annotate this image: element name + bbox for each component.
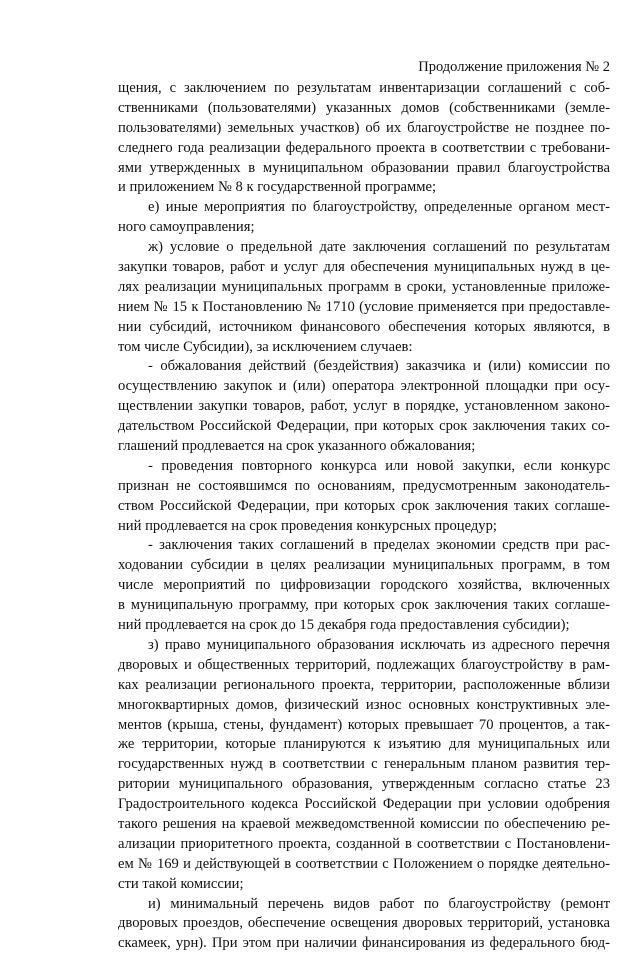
text-line: и приложением № 8 к государственной программе;: [118, 179, 437, 196]
text-line: ществлении закупки товаров, работ, услуг в порядке, установленном законо-: [118, 398, 610, 415]
text-line: государственных нужд в соответствии с генеральным планом развития тер-: [118, 756, 610, 773]
text-line: - заключения таких соглашений в пределах экономии средств при рас-: [148, 537, 610, 554]
text-line: же территории, которые планируются к изъятию для муниципальных или: [118, 736, 610, 753]
text-line: лях реализации муниципальных программ в сроки, установленные приложе-: [118, 278, 610, 295]
text-line: и) минимальный перечень видов работ по благоустройству (ремонт: [148, 895, 610, 912]
text-line: нием № 15 к Постановлению № 1710 (условие применяется при предоставле-: [118, 298, 610, 315]
document-body: [118, 79, 610, 954]
text-line: ках реализации регионального проекта, территории, расположенные вблизи: [118, 676, 610, 693]
text-line: ализации приоритетного проекта, созданной в соответствии с Постановлени-: [118, 835, 610, 852]
text-line: глашений продлевается на срок указанного обжалования;: [118, 438, 476, 455]
text-line: ственниками (пользователями) указанных домов (собственниками (земле-: [118, 99, 610, 116]
text-line: ходовании субсидии в целях реализации муниципальных программ, в том: [118, 557, 610, 574]
text-line: пользователями) земельных участков) об их благоустройстве не позднее по-: [118, 119, 610, 136]
text-line: признан не состоявшимся по основаниям, предусмотренным законодатель-: [118, 477, 610, 494]
text-line: дательством Российской Федерации, при которых срок заключения таких со-: [118, 418, 610, 435]
text-line: ями утвержденных в муниципальном образовании правил благоустройства: [118, 159, 610, 176]
text-line: в муниципальную программу, при которых срок заключения таких соглаше-: [118, 597, 610, 614]
text-line: многоквартирных домов, физический износ основных конструктивных эле-: [118, 696, 610, 713]
text-line: ритории муниципального образования, утвержденным согласно статье 23: [118, 776, 610, 793]
text-line: скамеек, урн). При этом при наличии финансирования из федерального бюд-: [118, 935, 610, 952]
text-line: том числе Субсидии), за исключением случаев:: [118, 338, 413, 355]
text-line: з) право муниципального образования исключать из адресного перечня: [148, 636, 610, 653]
text-line: ством Российской Федерации, при которых срок заключения таких соглаше-: [118, 497, 610, 514]
text-line: такого решения на краевой межведомственной комиссии по обеспечению ре-: [118, 815, 610, 832]
text-line: нии субсидий, источником финансового обеспечения которых являются, в: [118, 318, 610, 335]
text-line: числе мероприятий по цифровизации городского хозяйства, включенных: [118, 577, 610, 594]
text-line: ж) условие о предельной дате заключения соглашений по результатам: [148, 239, 610, 256]
text-line: Градостроительного кодекса Российской Федерации при условии одобрения: [118, 796, 610, 813]
text-line: ного самоуправления;: [118, 219, 255, 236]
text-line: щения, с заключением по результатам инвентаризации соглашений с соб-: [118, 80, 610, 96]
text-line: е) иные мероприятия по благоустройству, определенные органом мест-: [148, 199, 610, 216]
appendix-continuation-header: Продолжение приложения № 2: [418, 59, 610, 75]
text-line: осуществлению закупок и (или) оператора электронной площадки при осу-: [118, 378, 610, 395]
text-line: - обжалования действий (бездействия) заказчика и (или) комиссии по: [148, 358, 610, 375]
text-line: ний продлевается на срок проведения конкурсных процедур;: [118, 517, 497, 534]
text-line: ний продлевается на срок до 15 декабря года предоставления субсидии);: [118, 617, 570, 634]
text-line: - проведения повторного конкурса или новой закупки, если конкурс: [148, 457, 610, 474]
text-line: ем № 169 и действующей в соответствии с Положением о порядке деятельно-: [118, 855, 610, 872]
text-line: дворовых проездов, обеспечение освещения дворовых территорий, установка: [118, 915, 610, 932]
text-line: дворовых и общественных территорий, подлежащих благоустройству в рам-: [118, 656, 610, 673]
text-line: закупки товаров, работ и услуг для обеспечения муниципальных нужд в це-: [118, 259, 610, 276]
text-line: следнего года реализации федерального проекта в соответствии с требовани-: [118, 139, 610, 156]
text-line: ментов (крыша, стены, фундамент) которых превышает 70 процентов, а так-: [118, 716, 610, 733]
text-line: сти такой комиссии;: [118, 875, 244, 892]
